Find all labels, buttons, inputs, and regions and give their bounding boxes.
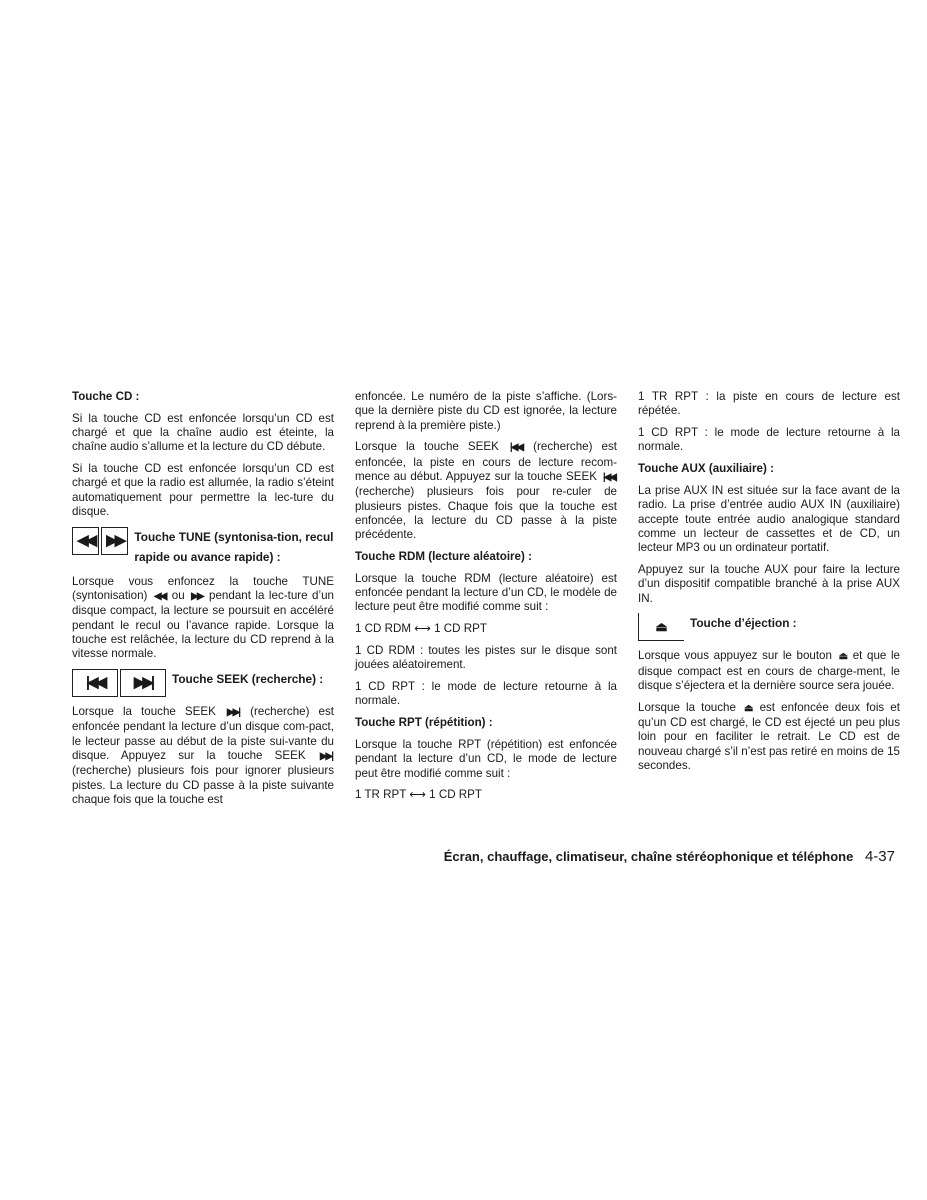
- eject-button-figure: [638, 613, 900, 641]
- paragraph: 1 CD RDM ⟷ 1 CD RPT: [355, 622, 487, 636]
- paragraph: 1 CD RPT : le mode de lecture retourne à la normale.: [355, 680, 617, 708]
- next-track-icon: ▶▶|: [226, 707, 240, 719]
- paragraph: 1 CD RDM : toutes les pistes sur le disque sont jouées aléatoirement.: [355, 643, 617, 672]
- paragraph: Si la touche CD est enfoncée lorsqu’un CD est chargé et que la radio est allumée, la radio s’éteint automatiquement pour permettre la lec-ture du disque.: [72, 462, 334, 519]
- page-number: 4-37: [864, 848, 895, 865]
- previous-track-icon: |◀◀: [509, 442, 523, 454]
- heading-rpt: Touche RPT (répétition) :: [355, 716, 493, 730]
- heading-cd: Touche CD :: [72, 390, 140, 403]
- previous-track-icon: |◀◀: [72, 669, 118, 697]
- paragraph: Lorsque la touche SEEK |◀◀ (recherche) est enfoncée, la piste en cours de lecture recom-mence au début. Appuyez sur la touche SEEK |◀◀ (recherche) plusieurs fois pour re-culer de plusieurs pistes. Chaque fois que la touche est enfoncée, la lecture du CD passe à la piste précédente.: [355, 440, 617, 542]
- paragraph: Lorsque la touche RPT (répétition) est enfoncée pendant la lecture d’un CD, le mode de lecture peut être modifié comme suit :: [355, 737, 617, 780]
- heading-eject: Touche d’éjection :: [690, 616, 797, 631]
- next-track-icon: ▶▶|: [319, 751, 332, 763]
- paragraph: Lorsque la touche SEEK ▶▶| (recherche) est enfoncée pendant la lecture d’un disque com-pact, le lecteur passe au début de la piste sui-vante du disque. Appuyez sur la touche SEEK ▶▶| (recherche) plusieurs fois pour ignorer plusieurs pistes. La lecture du CD passe à la piste suivante chaque fois que la touche est: [72, 705, 334, 806]
- paragraph: 1 TR RPT ⟷ 1 CD RPT: [355, 788, 482, 802]
- paragraph: Lorsque vous appuyez sur le bouton ⏏ et que le disque compact est en cours de charge-ment, le disque s’éjectera et la dernière source sera jouée.: [638, 649, 900, 692]
- paragraph: La prise AUX IN est située sur la face avant de la radio. La prise d’entrée audio AUX IN (auxiliaire) accepte toute entrée audio analogique standard comme un lecteur de cassettes et de CD, un lecteur MP3 ou un ordinateur portatif.: [638, 483, 900, 555]
- paragraph: 1 TR RPT : la piste en cours de lecture est répétée.: [638, 390, 900, 418]
- column-2: [355, 390, 617, 810]
- paragraph: Appuyez sur la touche AUX pour faire la lecture d’un dispositif compatible branché à la prise AUX IN.: [638, 562, 900, 605]
- seek-button-figure: [72, 669, 334, 697]
- rewind-icon: ◀◀: [72, 527, 99, 555]
- heading-seek: Touche SEEK (recherche) :: [172, 672, 324, 687]
- paragraph: 1 CD RPT : le mode de lecture retourne à la normale.: [638, 426, 900, 454]
- eject-icon: ⏏: [744, 702, 752, 714]
- column-1: [72, 390, 334, 815]
- paragraph: Lorsque vous enfoncez la touche TUNE (syntonisation) ◀◀ ou ▶▶ pendant la lec-ture d’un disque compact, la lecture se poursuit en accéléré pendant le recul ou l’avance rapide. Lorsque la touche est relâchée, la lecture du CD reprend à la vitesse normale.: [72, 574, 334, 661]
- page-footer: [0, 848, 927, 865]
- eject-icon: ⏏: [838, 651, 847, 663]
- fast-forward-icon: ▶▶: [191, 591, 203, 603]
- section-title: Écran, chauffage, climatiseur, chaîne stéréophonique et téléphone: [443, 849, 854, 864]
- column-3: [638, 390, 900, 781]
- fast-forward-icon: ▶▶: [101, 527, 128, 555]
- heading-tune: Touche TUNE (syntonisa-tion, recul rapide ou avance rapide) :: [134, 529, 334, 564]
- previous-track-icon: |◀◀: [602, 471, 615, 483]
- eject-icon: ⏏: [638, 613, 684, 641]
- paragraph: Lorsque la touche ⏏ est enfoncée deux fois et qu’un CD est chargé, le CD est éjecté un peu plus loin pour en faciliter le retrait. Le CD est de nouveau chargé s’il n’est pas retiré en moins de 15 secondes.: [638, 700, 900, 772]
- heading-aux: Touche AUX (auxiliaire) :: [638, 462, 774, 476]
- heading-rdm: Touche RDM (lecture aléatoire) :: [355, 549, 532, 563]
- paragraph: Si la touche CD est enfoncée lorsqu’un CD est chargé et que la chaîne audio est éteinte, la chaîne audio s’allume et la lecture du CD débute.: [72, 411, 334, 454]
- paragraph: Lorsque la touche RDM (lecture aléatoire) est enfoncée pendant la lecture d’un CD, le modèle de lecture peut être modifié comme suit :: [355, 571, 617, 614]
- rewind-icon: ◀◀: [153, 591, 166, 603]
- paragraph: enfoncée. Le numéro de la piste s’affiche. (Lors-que la dernière piste du CD est ignorée, la lecture reprend à la première piste.): [355, 390, 617, 432]
- tune-button-figure: [72, 527, 334, 567]
- next-track-icon: ▶▶|: [120, 669, 166, 697]
